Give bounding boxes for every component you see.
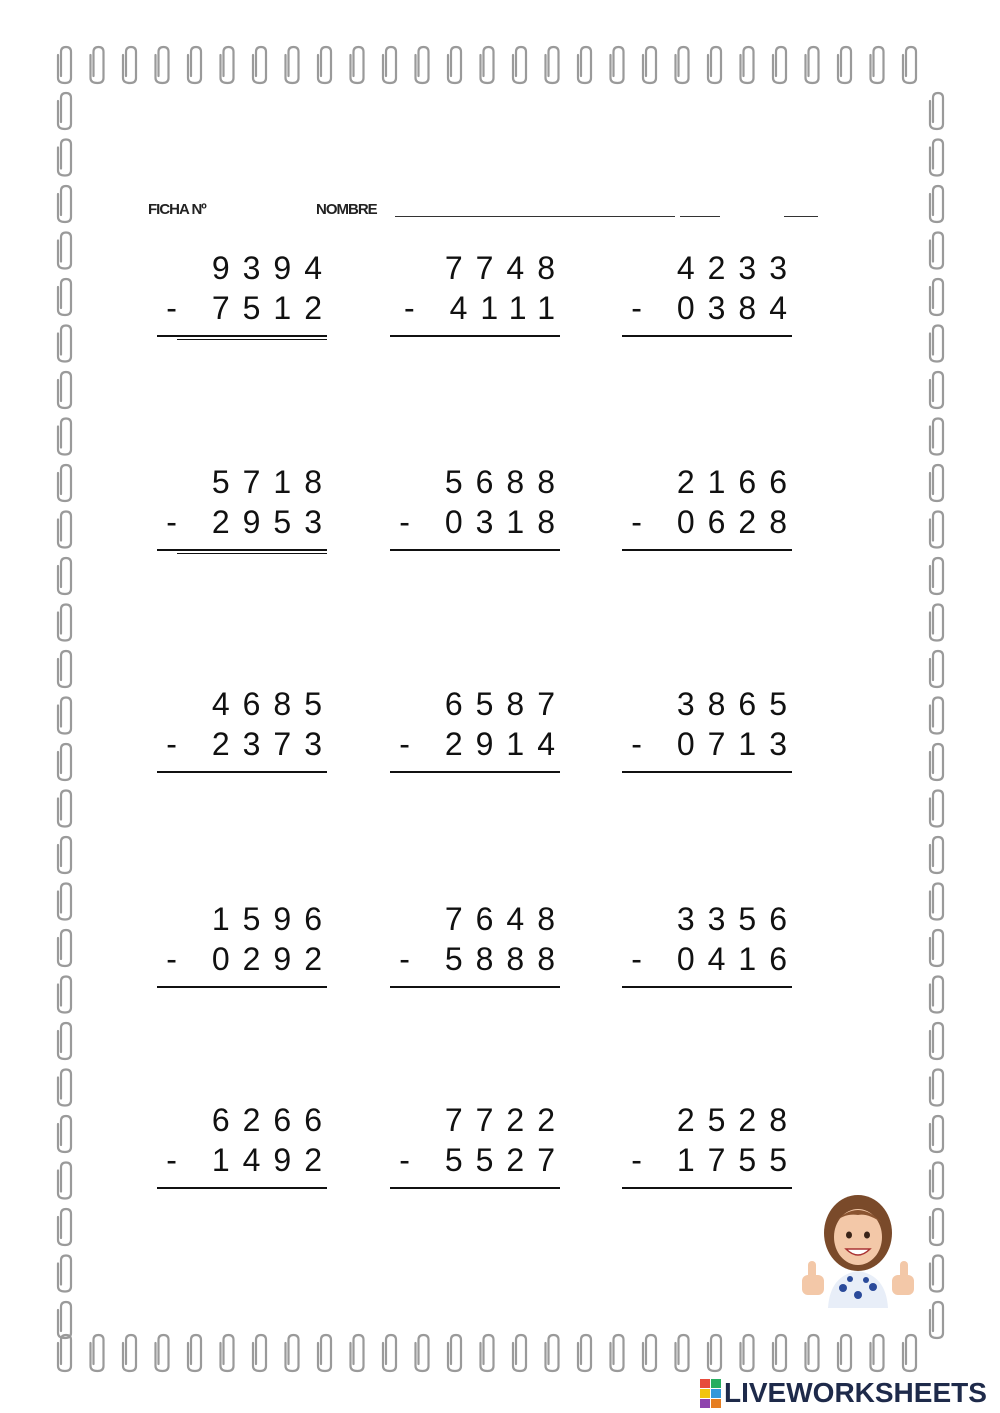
minus-sign: - (399, 726, 423, 762)
paperclip-icon (930, 605, 943, 641)
subtrahend-row (399, 503, 568, 541)
paperclip-icon (806, 1335, 819, 1371)
paperclip-icon (58, 1070, 71, 1106)
subtraction-problem (368, 1101, 568, 1191)
paperclip-icon (416, 1335, 429, 1371)
paperclip-icon (286, 1335, 299, 1371)
paperclip-icon (930, 1070, 943, 1106)
subtraction-problem (600, 900, 800, 990)
minus-sign: - (631, 504, 655, 540)
subtrahend-row (399, 725, 568, 763)
paperclip-icon (930, 512, 943, 548)
paperclip-icon (448, 47, 461, 83)
subtrahend-row (166, 940, 335, 978)
subtrahend-row (631, 503, 800, 541)
minuend: 5718 (211, 464, 335, 500)
paperclip-icon (773, 1335, 786, 1371)
paperclip-icon (58, 233, 71, 269)
paperclip-icon (58, 47, 71, 83)
paperclip-icon (58, 279, 71, 315)
answer-line[interactable] (157, 335, 327, 337)
answer-line[interactable] (157, 986, 327, 988)
paperclip-icon (930, 279, 943, 315)
subtrahend-row (166, 725, 335, 763)
answer-line[interactable] (157, 1187, 327, 1189)
paperclip-icon (871, 1335, 884, 1371)
answer-line-double (177, 339, 327, 340)
paperclip-icon (930, 837, 943, 873)
name-line[interactable] (395, 216, 675, 217)
answer-line[interactable] (390, 549, 560, 551)
teacher-thumbs-up-avatar (798, 1193, 918, 1308)
paperclip-icon (253, 47, 266, 83)
subtraction-problem (600, 463, 800, 553)
subtraction-problem (135, 900, 335, 990)
minuend: 7648 (444, 901, 568, 937)
subtrahend: 0292 (211, 941, 335, 977)
subtraction-problem (368, 685, 568, 775)
nombre-label: NOMBRE (316, 201, 377, 218)
paperclip-icon (513, 47, 526, 83)
minuend: 5688 (444, 464, 568, 500)
paperclip-icon (91, 47, 104, 83)
paperclip-icon (318, 47, 331, 83)
paperclip-icon (123, 1335, 136, 1371)
paperclip-icon (58, 419, 71, 455)
paperclip-icon (741, 47, 754, 83)
minus-sign: - (399, 941, 423, 977)
answer-line[interactable] (390, 1187, 560, 1189)
paperclip-icon (903, 47, 916, 83)
paperclip-icon (838, 47, 851, 83)
paperclip-icon (91, 1335, 104, 1371)
paperclip-icon (930, 1209, 943, 1245)
minus-sign: - (631, 726, 655, 762)
minus-sign: - (631, 290, 655, 326)
paperclip-icon (708, 1335, 721, 1371)
minus-sign: - (631, 1142, 655, 1178)
subtrahend-row (166, 503, 335, 541)
paperclip-icon (58, 1163, 71, 1199)
minus-sign: - (166, 1142, 190, 1178)
paperclip-icon (58, 326, 71, 362)
paperclip-icon (930, 558, 943, 594)
answer-line[interactable] (157, 771, 327, 773)
paperclip-icon (930, 419, 943, 455)
minuend: 3356 (676, 901, 800, 937)
subtrahend-row (166, 289, 335, 327)
paperclip-icon (58, 791, 71, 827)
paperclip-icon (611, 47, 624, 83)
answer-line[interactable] (622, 771, 792, 773)
paperclip-icon (930, 744, 943, 780)
subtraction-problem (135, 249, 335, 339)
paperclip-icon (930, 1163, 943, 1199)
paperclip-icon (448, 1335, 461, 1371)
subtrahend: 2373 (211, 726, 335, 762)
paperclip-icon (58, 884, 71, 920)
paperclip-icon (930, 651, 943, 687)
paperclip-icon (481, 1335, 494, 1371)
minus-sign: - (166, 290, 190, 326)
minuend: 4233 (676, 250, 800, 286)
paperclip-icon (578, 47, 591, 83)
answer-line[interactable] (390, 986, 560, 988)
paperclip-icon (351, 1335, 364, 1371)
subtrahend: 4111 (449, 290, 568, 326)
paperclip-icon (58, 930, 71, 966)
paperclip-icon (708, 47, 721, 83)
paperclip-icon (58, 140, 71, 176)
subtrahend: 0384 (676, 290, 800, 326)
subtrahend-row (631, 940, 800, 978)
paperclip-icon (930, 791, 943, 827)
subtrahend-row (166, 1141, 335, 1179)
minuend: 2528 (676, 1102, 800, 1138)
subtrahend: 2953 (211, 504, 335, 540)
paperclip-icon (123, 47, 136, 83)
paperclip-icon (930, 233, 943, 269)
subtrahend: 5527 (444, 1142, 568, 1178)
paperclip-icon (58, 605, 71, 641)
paperclip-icon (930, 1023, 943, 1059)
subtraction-problem (368, 463, 568, 553)
paperclip-icon (318, 1335, 331, 1371)
paperclip-icon (58, 186, 71, 222)
paperclip-icon (58, 558, 71, 594)
paperclip-icon (643, 1335, 656, 1371)
answer-line[interactable] (390, 771, 560, 773)
subtraction-problem (600, 249, 800, 339)
answer-line[interactable] (622, 549, 792, 551)
paperclip-icon (58, 1023, 71, 1059)
paperclip-icon (578, 1335, 591, 1371)
paperclip-icon (930, 186, 943, 222)
paperclip-icon (611, 1335, 624, 1371)
paperclip-icon (930, 930, 943, 966)
paperclip-icon (546, 47, 559, 83)
paperclip-icon (930, 140, 943, 176)
blank-line[interactable] (784, 216, 818, 217)
answer-line[interactable] (622, 986, 792, 988)
subtrahend: 5888 (444, 941, 568, 977)
subtrahend: 0713 (676, 726, 800, 762)
paperclip-icon (58, 1116, 71, 1152)
paperclip-icon (58, 465, 71, 501)
paperclip-icon (383, 1335, 396, 1371)
subtrahend: 2914 (444, 726, 568, 762)
minus-sign: - (166, 941, 190, 977)
paperclip-icon (416, 47, 429, 83)
subtraction-problem (135, 685, 335, 775)
liveworksheets-logo[interactable] (700, 1375, 1000, 1411)
paperclip-icon (156, 47, 169, 83)
paperclip-icon (383, 47, 396, 83)
minuend: 3865 (676, 686, 800, 722)
subtraction-problem (135, 1101, 335, 1191)
paperclip-icon (58, 1209, 71, 1245)
brand-name: LIVEWORKSHEETS (724, 1377, 987, 1408)
paperclip-icon (676, 1335, 689, 1371)
paperclip-icon (871, 47, 884, 83)
paperclip-icon (221, 1335, 234, 1371)
paperclip-icon (286, 47, 299, 83)
subtrahend: 1492 (211, 1142, 335, 1178)
paperclip-icon (930, 884, 943, 920)
paperclip-icon (806, 47, 819, 83)
paperclip-icon (930, 698, 943, 734)
paperclip-icon (253, 1335, 266, 1371)
answer-line[interactable] (157, 549, 327, 551)
answer-line[interactable] (390, 335, 560, 337)
paperclip-icon (930, 465, 943, 501)
minuend: 6266 (211, 1102, 335, 1138)
paperclip-icon (221, 47, 234, 83)
ficha-label: FICHA Nº (148, 201, 206, 218)
answer-line[interactable] (622, 1187, 792, 1189)
subtraction-problem (600, 1101, 800, 1191)
paperclip-icon (58, 837, 71, 873)
minuend: 1596 (211, 901, 335, 937)
blank-line[interactable] (680, 216, 720, 217)
answer-line[interactable] (622, 335, 792, 337)
subtraction-problem (368, 900, 568, 990)
paperclip-icon (58, 1256, 71, 1292)
subtrahend-row (399, 1141, 568, 1179)
subtrahend-row (399, 940, 568, 978)
paperclip-icon (188, 47, 201, 83)
paperclip-icon (930, 1302, 943, 1338)
minus-sign: - (404, 290, 428, 326)
minuend: 4685 (211, 686, 335, 722)
paperclip-icon (513, 1335, 526, 1371)
subtrahend: 0318 (444, 504, 568, 540)
paperclip-icon (676, 47, 689, 83)
paperclip-icon (58, 651, 71, 687)
paperclip-icon (930, 1256, 943, 1292)
paperclip-icon (188, 1335, 201, 1371)
paperclip-icon (930, 326, 943, 362)
paperclip-icon (58, 512, 71, 548)
paperclip-icon (643, 47, 656, 83)
paperclip-icon (58, 1302, 71, 1338)
paperclip-icon (930, 93, 943, 129)
minus-sign: - (399, 504, 423, 540)
paperclip-icon (930, 372, 943, 408)
minuend: 9394 (211, 250, 335, 286)
paperclip-icon (930, 977, 943, 1013)
logo-blocks-icon (700, 1379, 722, 1409)
minuend: 7748 (444, 250, 568, 286)
minuend: 2166 (676, 464, 800, 500)
paperclip-icon (58, 372, 71, 408)
paperclip-icon (481, 47, 494, 83)
paperclip-icon (930, 1116, 943, 1152)
subtrahend: 1755 (676, 1142, 800, 1178)
minus-sign: - (399, 1142, 423, 1178)
paperclip-icon (58, 93, 71, 129)
minuend: 6587 (444, 686, 568, 722)
minus-sign: - (166, 726, 190, 762)
subtrahend-row (631, 725, 800, 763)
subtrahend: 7512 (211, 290, 335, 326)
answer-line-double (177, 553, 327, 554)
subtraction-problem (368, 249, 568, 339)
paperclip-icon (546, 1335, 559, 1371)
paperclip-icon (903, 1335, 916, 1371)
subtrahend-row (404, 289, 568, 327)
minuend: 7722 (444, 1102, 568, 1138)
minus-sign: - (166, 504, 190, 540)
paperclip-icon (351, 47, 364, 83)
paperclip-icon (741, 1335, 754, 1371)
subtraction-problem (600, 685, 800, 775)
paperclip-icon (838, 1335, 851, 1371)
paperclip-icon (58, 977, 71, 1013)
subtrahend-row (631, 1141, 800, 1179)
paperclip-icon (58, 698, 71, 734)
subtrahend-row (631, 289, 800, 327)
paperclip-icon (58, 1335, 71, 1371)
paperclip-icon (773, 47, 786, 83)
minus-sign: - (631, 941, 655, 977)
paperclip-icon (156, 1335, 169, 1371)
subtrahend: 0416 (676, 941, 800, 977)
subtraction-problem (135, 463, 335, 553)
paperclip-icon (58, 744, 71, 780)
subtrahend: 0628 (676, 504, 800, 540)
